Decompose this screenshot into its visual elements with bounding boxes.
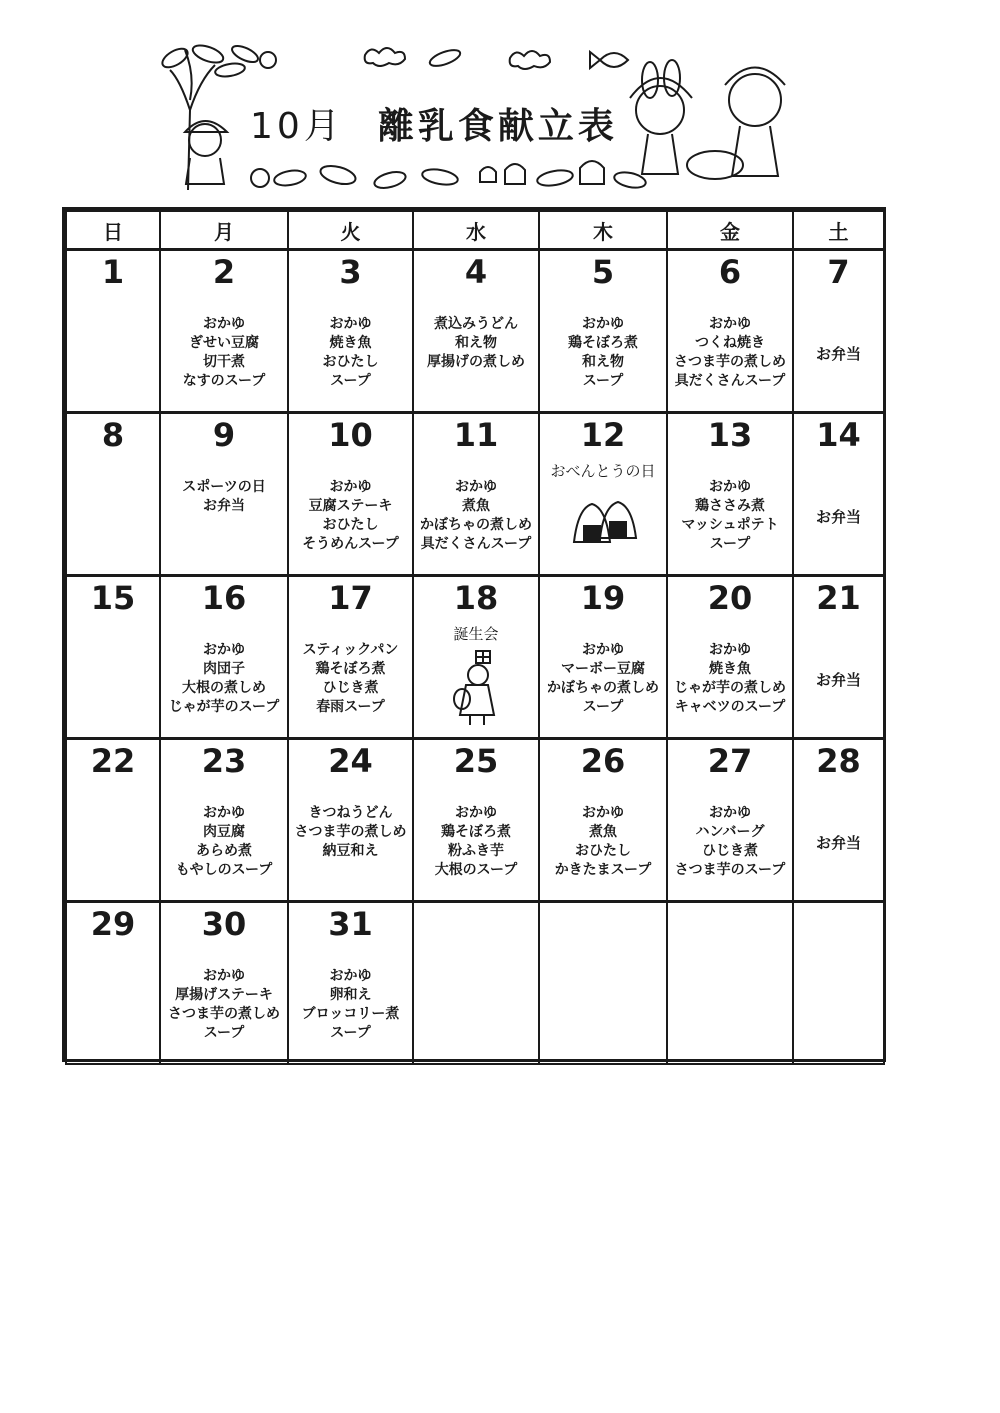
menu-item: 大根のスープ xyxy=(434,862,518,878)
day-number: 10 xyxy=(328,416,373,454)
day-cell xyxy=(413,739,539,902)
weekday-sat: 土 xyxy=(793,211,884,250)
day-number: 9 xyxy=(212,416,236,454)
weekday-sun: 日 xyxy=(66,211,160,250)
menu-item: おかゆ xyxy=(203,642,245,658)
menu-list xyxy=(668,315,792,391)
day-number: 4 xyxy=(464,253,488,291)
menu-list xyxy=(289,315,412,391)
day-cell xyxy=(160,902,288,1065)
day-cell xyxy=(667,250,793,413)
title-label: 離乳食献立表 xyxy=(377,106,618,147)
menu-item: マーボー豆腐 xyxy=(561,661,645,677)
menu-list xyxy=(161,641,287,717)
day-number: 2 xyxy=(212,253,236,291)
menu-item: おかゆ xyxy=(329,479,372,495)
menu-item: かぼちゃの煮しめ xyxy=(547,680,659,696)
day-cell xyxy=(66,576,160,739)
day-cell xyxy=(667,902,793,1065)
menu-item: 和え物 xyxy=(582,354,624,370)
day-cell xyxy=(160,739,288,902)
menu-item: 厚揚げの煮しめ xyxy=(427,354,525,370)
menu-item: スポーツの日 xyxy=(182,479,266,495)
day-cell xyxy=(793,902,884,1065)
menu-list xyxy=(289,641,412,717)
menu-list xyxy=(668,641,792,717)
menu-list xyxy=(668,478,792,554)
menu-item: おかゆ xyxy=(329,316,372,332)
day-cell xyxy=(66,250,160,413)
menu-item: かぼちゃの煮しめ xyxy=(420,517,532,533)
menu-item: おかゆ xyxy=(709,316,751,332)
day-cell xyxy=(288,739,413,902)
menu-item: スープ xyxy=(582,373,624,389)
menu-item: おかゆ xyxy=(455,805,497,821)
menu-list xyxy=(414,478,538,554)
menu-item: 肉豆腐 xyxy=(203,824,245,840)
day-number: 1 xyxy=(101,253,125,291)
menu-item: あらめ煮 xyxy=(196,843,252,859)
menu-item: スティックパン xyxy=(302,642,399,658)
day-number: 15 xyxy=(90,579,136,617)
menu-item: 煮魚 xyxy=(589,824,617,840)
menu-item: つくね焼き xyxy=(695,335,765,351)
day-number: 21 xyxy=(816,579,861,617)
menu-item: じゃが芋の煮しめ xyxy=(674,680,786,696)
menu-item: 鶏そぼろ煮 xyxy=(315,661,386,677)
day-number: 7 xyxy=(827,253,850,291)
day-cell xyxy=(667,576,793,739)
day-number: 5 xyxy=(591,253,615,291)
day-number: 27 xyxy=(707,742,753,780)
week-row xyxy=(66,413,884,576)
menu-item: 鶏ささみ煮 xyxy=(695,498,765,514)
day-number: 14 xyxy=(816,416,861,454)
menu-item: なすのスープ xyxy=(182,373,266,389)
day-cell xyxy=(66,413,160,576)
menu-item: スープ xyxy=(330,1025,371,1041)
day-number: 6 xyxy=(718,253,742,291)
menu-list xyxy=(414,804,538,880)
menu-list xyxy=(289,804,412,861)
day-cell xyxy=(793,739,884,902)
menu-item: おかゆ xyxy=(203,805,245,821)
menu-item: 焼き魚 xyxy=(709,661,751,677)
menu-item: 春雨スープ xyxy=(316,699,385,715)
week-row xyxy=(66,902,884,1065)
menu-item: お弁当 xyxy=(203,498,245,514)
menu-item: おひたし xyxy=(322,517,379,533)
day-cell xyxy=(160,250,288,413)
day-cell xyxy=(793,250,884,413)
menu-item: 具だくさんスープ xyxy=(420,536,532,552)
weekday-mon: 月 xyxy=(160,211,288,250)
day-cell xyxy=(66,739,160,902)
day-cell xyxy=(539,739,667,902)
bento-note: お弁当 xyxy=(815,671,861,689)
menu-item: さつま芋の煮しめ xyxy=(168,1006,280,1022)
day-cell xyxy=(539,250,667,413)
day-number: 13 xyxy=(707,416,753,454)
menu-list xyxy=(161,967,287,1043)
menu-item: マッシュポテト xyxy=(681,517,779,533)
day-number: 18 xyxy=(453,579,499,617)
day-number: 19 xyxy=(580,579,626,617)
menu-list xyxy=(161,804,287,880)
menu-list xyxy=(540,315,666,391)
day-number: 26 xyxy=(580,742,626,780)
menu-item: おかゆ xyxy=(203,968,245,984)
weekday-tue: 火 xyxy=(288,211,413,250)
menu-item: 粉ふき芋 xyxy=(448,843,504,859)
event-label: おべんとうの日 xyxy=(550,462,656,480)
day-cell xyxy=(160,576,288,739)
day-cell xyxy=(539,902,667,1065)
birthday-child-icon xyxy=(448,649,508,733)
rice-ball-icon xyxy=(570,498,640,552)
day-cell xyxy=(413,902,539,1065)
menu-item: おひたし xyxy=(575,843,631,859)
menu-item: おかゆ xyxy=(582,642,624,658)
day-number: 12 xyxy=(580,416,626,454)
menu-list xyxy=(289,478,412,554)
menu-item: ひじき煮 xyxy=(702,843,758,859)
menu-item: 卵和え xyxy=(329,987,372,1003)
event-label: 誕生会 xyxy=(453,625,499,643)
menu-item: おかゆ xyxy=(582,805,624,821)
menu-item: おかゆ xyxy=(455,479,497,495)
day-number: 8 xyxy=(101,416,125,454)
menu-list xyxy=(414,315,538,372)
day-number: 22 xyxy=(90,742,136,780)
menu-item: おかゆ xyxy=(203,316,245,332)
bento-note: お弁当 xyxy=(815,508,861,526)
menu-list xyxy=(161,315,287,391)
day-cell xyxy=(793,413,884,576)
day-cell xyxy=(66,902,160,1065)
menu-item: おかゆ xyxy=(709,805,751,821)
menu-item: ブロッコリー煮 xyxy=(301,1006,400,1022)
day-number: 11 xyxy=(453,416,499,454)
day-cell xyxy=(288,576,413,739)
day-cell xyxy=(160,413,288,576)
day-number: 3 xyxy=(339,253,362,291)
menu-item: スープ xyxy=(582,699,624,715)
menu-item: ハンバーグ xyxy=(695,824,765,840)
day-cell xyxy=(288,413,413,576)
day-number: 23 xyxy=(201,742,247,780)
day-cell xyxy=(288,902,413,1065)
week-row xyxy=(66,576,884,739)
bento-note: お弁当 xyxy=(815,834,861,852)
day-number: 20 xyxy=(707,579,753,617)
calendar-body xyxy=(66,250,884,1065)
day-number: 17 xyxy=(328,579,373,617)
menu-item: 鶏そぼろ煮 xyxy=(568,335,638,351)
day-number: 16 xyxy=(201,579,247,617)
menu-item: スープ xyxy=(203,1025,245,1041)
menu-list xyxy=(668,804,792,880)
menu-item: 煮魚 xyxy=(462,498,490,514)
menu-item: そうめんスープ xyxy=(302,536,399,552)
day-cell xyxy=(539,413,667,576)
day-number: 29 xyxy=(90,905,136,943)
menu-list xyxy=(540,641,666,717)
menu-item: 大根の煮しめ xyxy=(182,680,266,696)
day-cell xyxy=(793,576,884,739)
menu-item: 納豆和え xyxy=(322,843,379,859)
menu-list xyxy=(540,804,666,880)
menu-item: さつま芋の煮しめ xyxy=(294,824,407,840)
menu-item: じゃが芋のスープ xyxy=(168,699,280,715)
menu-item: 鶏そぼろ煮 xyxy=(441,824,511,840)
day-number: 31 xyxy=(328,905,373,943)
menu-calendar xyxy=(62,207,886,1062)
menu-item: 煮込みうどん xyxy=(434,316,518,332)
month-label: 10月 xyxy=(250,106,344,147)
menu-item: さつま芋の煮しめ xyxy=(674,354,786,370)
day-cell xyxy=(539,576,667,739)
bento-note: お弁当 xyxy=(815,345,861,363)
menu-item: ひじき煮 xyxy=(322,680,379,696)
menu-item: さつま芋のスープ xyxy=(674,862,786,878)
menu-item: おひたし xyxy=(322,354,379,370)
day-cell xyxy=(288,250,413,413)
day-number: 30 xyxy=(201,905,247,943)
calendar-table xyxy=(65,210,885,1065)
menu-list xyxy=(161,478,287,516)
weekday-header-row xyxy=(66,211,884,250)
menu-item: 焼き魚 xyxy=(329,335,372,351)
menu-item: かきたまスープ xyxy=(554,862,652,878)
page-title xyxy=(250,98,618,149)
menu-item: おかゆ xyxy=(709,479,751,495)
menu-item: 具だくさんスープ xyxy=(674,373,786,389)
menu-list xyxy=(289,967,412,1043)
day-number: 24 xyxy=(328,742,373,780)
menu-item: 切干煮 xyxy=(203,354,245,370)
menu-item: 豆腐ステーキ xyxy=(308,498,393,514)
day-cell xyxy=(667,739,793,902)
menu-item: おかゆ xyxy=(709,642,751,658)
day-number: 25 xyxy=(453,742,499,780)
menu-item: きつねうどん xyxy=(308,805,393,821)
week-row xyxy=(66,739,884,902)
menu-item: スープ xyxy=(330,373,371,389)
menu-item: もやしのスープ xyxy=(175,862,273,878)
menu-item: おかゆ xyxy=(329,968,372,984)
day-number: 28 xyxy=(816,742,861,780)
menu-item: 肉団子 xyxy=(203,661,245,677)
weekday-thu: 木 xyxy=(539,211,667,250)
week-row xyxy=(66,250,884,413)
menu-item: 和え物 xyxy=(455,335,497,351)
menu-item: おかゆ xyxy=(582,316,624,332)
menu-item: キャベツのスープ xyxy=(674,699,786,715)
weekday-wed: 水 xyxy=(413,211,539,250)
weekday-fri: 金 xyxy=(667,211,793,250)
menu-item: 厚揚げステーキ xyxy=(175,987,273,1003)
day-cell xyxy=(413,250,539,413)
menu-item: スープ xyxy=(709,536,751,552)
day-cell xyxy=(413,413,539,576)
day-cell xyxy=(667,413,793,576)
menu-item: ぎせい豆腐 xyxy=(189,335,259,351)
day-cell xyxy=(413,576,539,739)
